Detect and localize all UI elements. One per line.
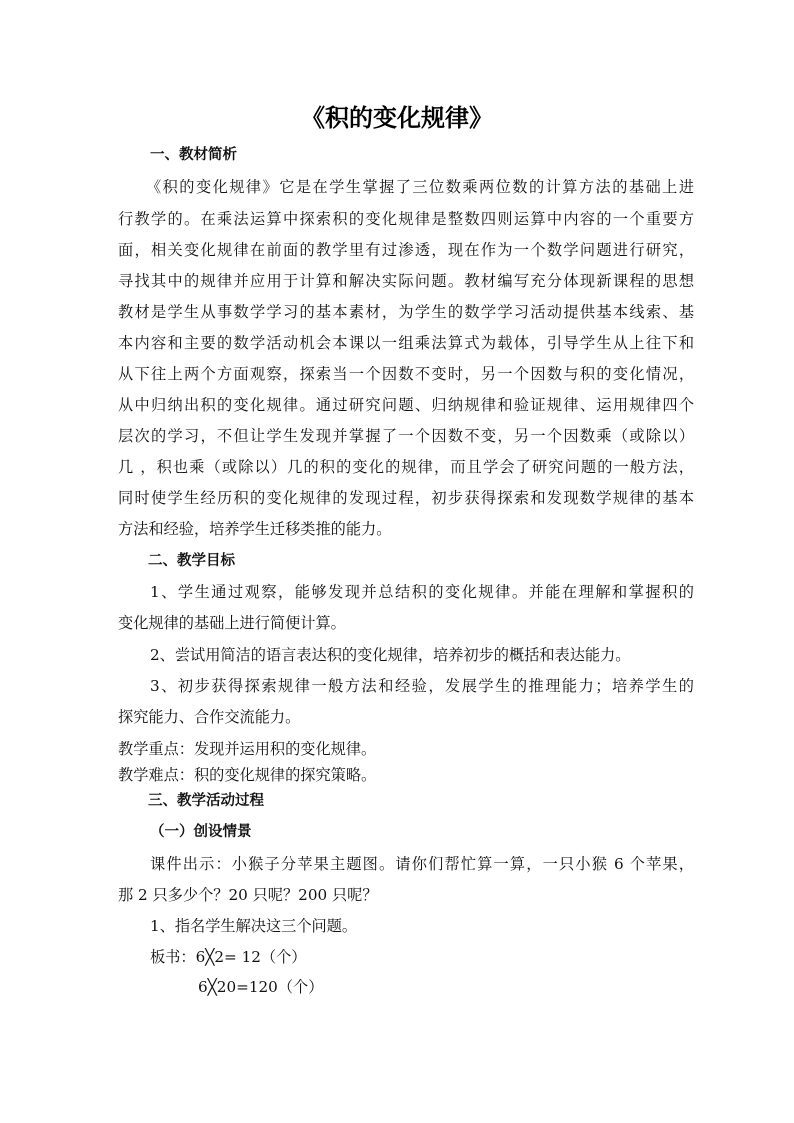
objective-line: 3、初步获得探索规律一般方法和经验，发展学生的推理能力；培养学生的 xyxy=(150,677,694,695)
process-line: 课件出示：小猴子分苹果主题图。请你们帮忙算一算，一只小猴 6 个苹果， xyxy=(150,855,694,873)
difficult-point: 教学难点：积的变化规律的探究策略。 xyxy=(118,766,377,784)
objective-line: 变化规律的基础上进行简便计算。 xyxy=(118,614,346,632)
paragraph-line: 教材是学生从事数学学习的基本素材，为学生的数学学习活动提供基本线索、基 xyxy=(118,303,694,321)
board-writing-line: 板书：6╳2= 12（个） xyxy=(150,948,307,966)
section-heading-process: 三、教学活动过程 xyxy=(148,793,264,809)
process-line: 那 2 只多少个？20 只呢？200 只呢？ xyxy=(118,886,378,904)
key-point: 教学重点：发现并运用积的变化规律。 xyxy=(118,740,377,758)
paragraph-line: 从中归纳出积的变化规律。通过研究问题、归纳规律和验证规律、运用规律四个 xyxy=(118,396,694,414)
section-heading-objectives: 二、教学目标 xyxy=(148,553,235,569)
board-writing-line: 6╳20=120（个） xyxy=(198,978,324,996)
paragraph-line: 《积的变化规律》它是在学生掌握了三位数乘两位数的计算方法的基础上进 xyxy=(146,178,694,196)
paragraph-line: 行教学的。在乘法运算中探索积的变化规律是整数四则运算中内容的一个重要方 xyxy=(118,210,694,228)
paragraph-line: 层次的学习，不但让学生发现并掌握了一个因数不变，另一个因数乘（或除以） xyxy=(118,427,694,445)
objective-line: 1、学生通过观察，能够发现并总结积的变化规律。并能在理解和掌握积的 xyxy=(150,583,694,601)
document-title: 《积的变化规律》 xyxy=(301,104,493,132)
subsection-heading-scenario: （一）创设情景 xyxy=(150,824,252,840)
paragraph-line: 寻找其中的规律并应用于计算和解决实际问题。教材编写充分体现新课程的思想 xyxy=(118,272,694,290)
paragraph-line: 方法和经验，培养学生迁移类推的能力。 xyxy=(118,520,392,538)
paragraph-line: 本内容和主要的数学活动机会本课以一组乘法算式为载体，引导学生从上往下和 xyxy=(118,334,694,352)
paragraph-line: 几 ，积也乘（或除以）几的积的变化的规律，而且学会了研究问题的一般方法， xyxy=(118,458,694,476)
process-line: 1、指名学生解决这三个问题。 xyxy=(150,917,358,935)
paragraph-line: 从下往上两个方面观察，探索当一个因数不变时，另一个因数与积的变化情况， xyxy=(118,365,694,383)
paragraph-line: 同时使学生经历积的变化规律的发现过程，初步获得探索和发现数学规律的基本 xyxy=(118,489,694,507)
paragraph-line: 面，相关变化规律在前面的教学里有过渗透，现在作为一个数学问题进行研究， xyxy=(118,241,694,259)
objective-line: 探究能力、合作交流能力。 xyxy=(118,708,301,726)
objective-line: 2、尝试用简洁的语言表达积的变化规律，培养初步的概括和表达能力。 xyxy=(150,646,631,664)
section-heading-analysis: 一、教材简析 xyxy=(150,147,237,163)
